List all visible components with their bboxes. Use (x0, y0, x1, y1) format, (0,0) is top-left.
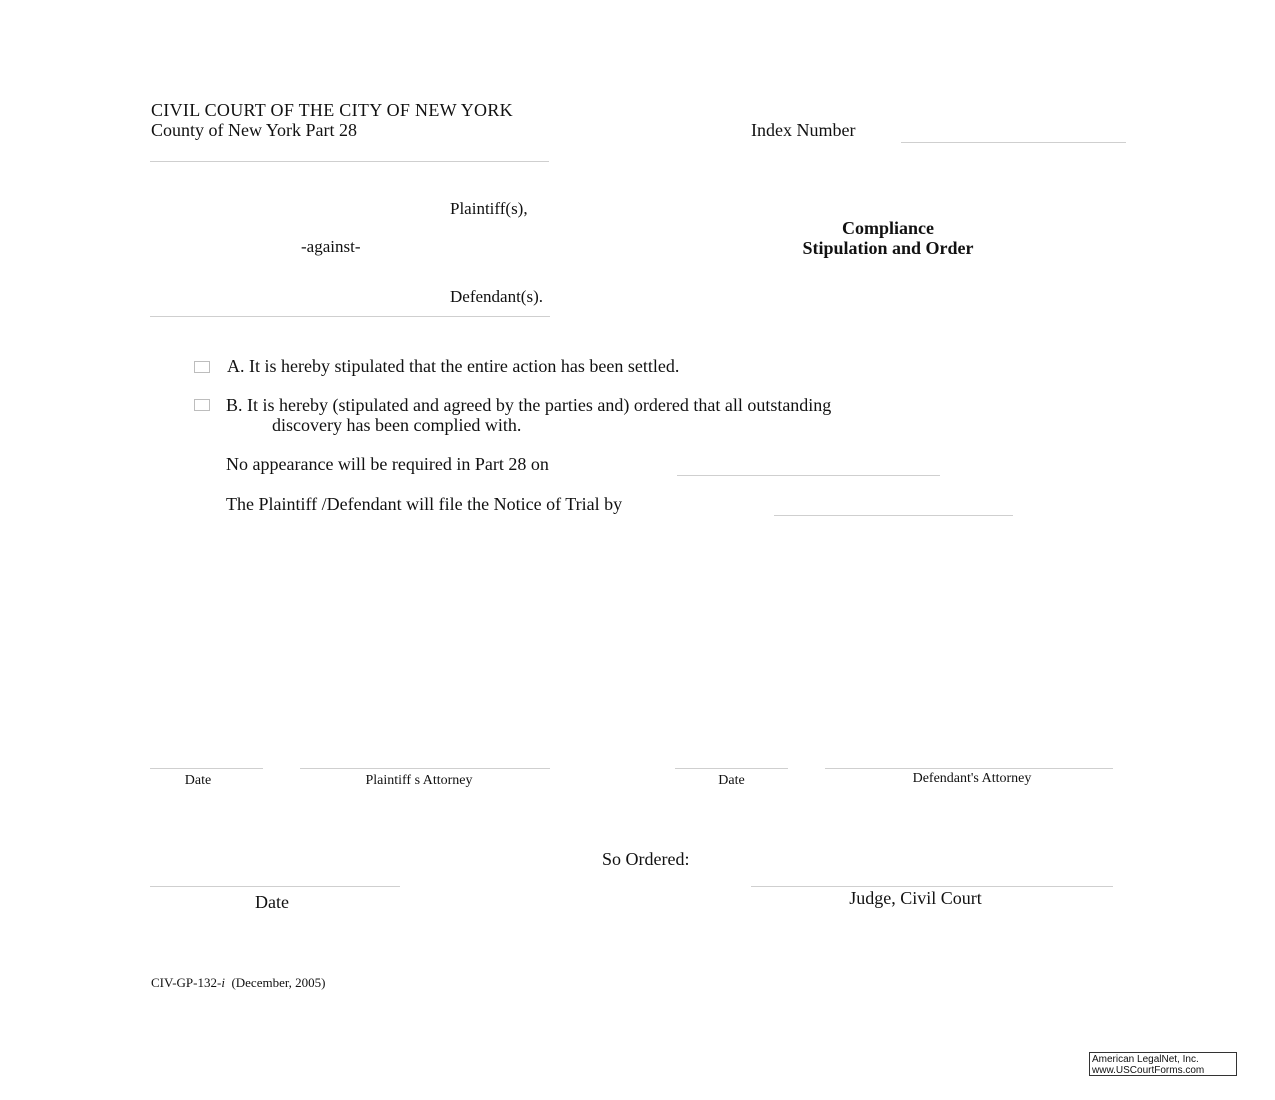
so-ordered-label: So Ordered: (602, 849, 690, 869)
plaintiff-date-signature-line[interactable] (150, 768, 263, 769)
index-number-label: Index Number (751, 120, 856, 140)
option-b-text-line1: B. It is hereby (stipulated and agreed by the parties and) ordered that all outstanding (226, 395, 832, 415)
plaintiff-attorney-signature-line[interactable] (300, 768, 550, 769)
publisher-stamp (1089, 1052, 1237, 1076)
order-date-signature-line[interactable] (150, 886, 400, 887)
option-b-text-line2: discovery has been complied with. (272, 415, 522, 435)
form-code: CIV-GP-132-i (December, 2005) (151, 975, 326, 990)
defendant-attorney-signature-line[interactable] (825, 768, 1113, 769)
stamp-company: American LegalNet, Inc. (1092, 1054, 1199, 1065)
defendant-label: Defendant(s). (450, 287, 543, 306)
option-b-checkbox[interactable] (194, 399, 210, 411)
judge-signature-line[interactable] (751, 886, 1113, 887)
judge-label: Judge, Civil Court (849, 888, 982, 908)
court-title: CIVIL COURT OF THE CITY OF NEW YORK (151, 100, 513, 120)
option-a-text: A. It is hereby stipulated that the entire action has been settled. (227, 356, 680, 376)
county-part: County of New York Part 28 (151, 120, 358, 140)
index-number-field[interactable] (901, 142, 1126, 143)
order-date-label: Date (255, 892, 289, 912)
document-title-line1: Compliance (842, 218, 934, 238)
stamp-website: www.USCourtForms.com (1092, 1065, 1205, 1076)
notice-of-trial-date-field[interactable] (774, 515, 1013, 516)
plaintiff-attorney-label: Plaintiff s Attorney (365, 773, 473, 788)
caption-bottom-rule (150, 316, 550, 317)
plaintiff-label: Plaintiff(s), (450, 199, 528, 218)
against-label: -against- (301, 237, 361, 256)
plaintiff-date-label: Date (184, 773, 212, 788)
appearance-date-field[interactable] (677, 475, 940, 476)
defendant-date-signature-line[interactable] (675, 768, 788, 769)
caption-top-rule (150, 161, 549, 162)
document-title-line2: Stipulation and Order (802, 238, 974, 258)
defendant-date-label: Date (718, 773, 745, 788)
defendant-attorney-label: Defendant's Attorney (912, 771, 1032, 786)
option-a-checkbox[interactable] (194, 361, 210, 373)
no-appearance-text: No appearance will be required in Part 28 on (226, 454, 549, 474)
notice-of-trial-text: The Plaintiff /Defendant will file the Notice of Trial by (226, 494, 623, 514)
